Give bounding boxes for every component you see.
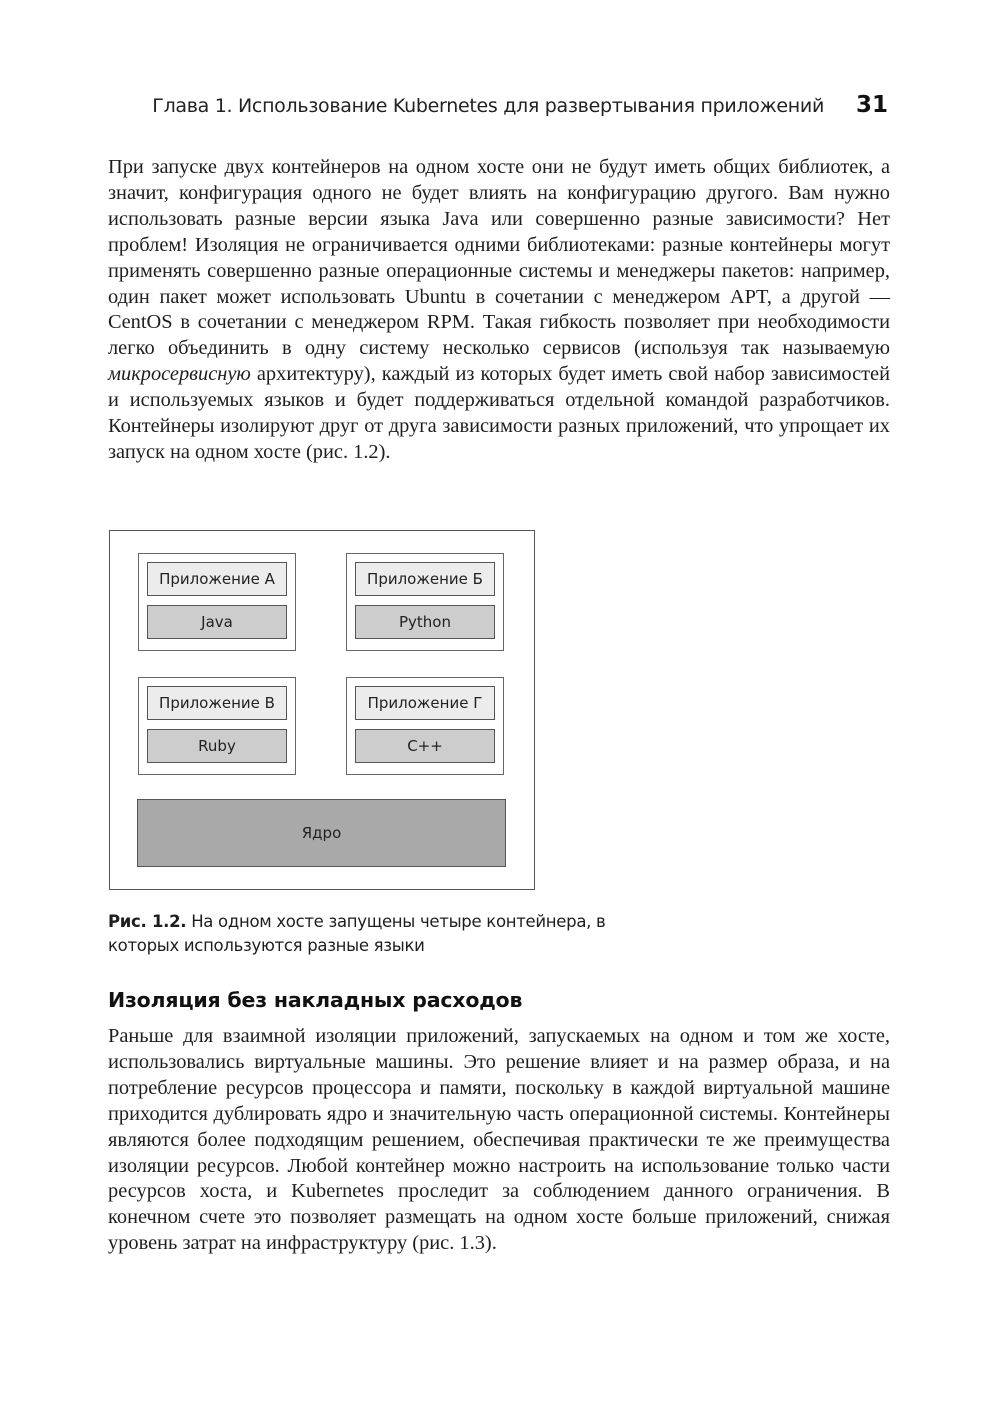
app-label-box: Приложение Б — [355, 562, 495, 596]
caption-text: На одном хосте запущены четыре контейнера, в которых используются разные языки — [108, 912, 606, 955]
body-paragraph — [108, 155, 890, 466]
section-paragraph: Раньше для взаимной изоляции приложений, запускаемых на одном и том же хосте, использовались виртуальные машины. Это решение влияет и на размер образа, и на потребление ресурсов процессора и памяти, поскольку в каждой виртуальной машине приходится дублировать ядро и значительную часть операционной системы. Контейнеры являются более подходящим решением, обеспечивая практически те же преимущества изоляции ресурсов. Любой контейнер можно настроить на использование только части ресурсов хоста, и Kubernetes проследит за соблюдением данного ограничения. В конечном счете это позволяет размещать на одном хосте больше приложений, снижая уровень затрат на инфраструктуру (рис. 1.3). — [108, 1025, 890, 1255]
container-b — [346, 553, 504, 651]
kernel-box: Ядро — [137, 799, 506, 867]
container-v — [138, 677, 296, 775]
running-title: Глава 1. Использование Kubernetes для развертывания приложений — [152, 95, 824, 117]
figure-caption — [108, 910, 668, 958]
container-g — [346, 677, 504, 775]
italic-term: микросервисную — [108, 363, 251, 386]
language-box: Python — [355, 605, 495, 639]
container-a — [138, 553, 296, 651]
paragraph-text: При запуске двух контейнеров на одном хосте они не будут иметь общих библиотек, а значит, конфигурация одного не будет влиять на конфигурацию другого. Вам нужно использовать разные версии языка Java или совершенно разные зависимости? Нет проблем! Изоляция не ограничивается одними библиотеками: разные контейнеры могут применять совершенно разные операционные системы и менеджеры пакетов: например, один пакет может использовать Ubuntu в сочетании с менеджером APT, а другой — CentOS в сочетании с менеджером RPM. Такая гибкость позволяет при необходимости легко объединить в одну систему несколько сервисов (используя так называемую — [108, 156, 890, 360]
app-label-box: Приложение А — [147, 562, 287, 596]
section-heading: Изоляция без накладных расходов — [108, 988, 523, 1012]
page-number: 31 — [855, 92, 888, 118]
language-box: Ruby — [147, 729, 287, 763]
caption-label: Рис. 1.2. — [108, 912, 187, 931]
language-box: C++ — [355, 729, 495, 763]
language-box: Java — [147, 605, 287, 639]
app-label-box: Приложение Г — [355, 686, 495, 720]
figure-host-diagram — [109, 530, 535, 890]
app-label-box: Приложение В — [147, 686, 287, 720]
paragraph-text-continued: архитектуру), каждый из которых будет иметь свой набор зависимостей и используемых языков и будет поддерживаться отдельной командой разработчиков. Контейнеры изолируют друг от друга зависимости разных приложений, что упрощает их запуск на одном хосте (рис. 1.2). — [108, 363, 890, 463]
running-head — [108, 92, 888, 126]
